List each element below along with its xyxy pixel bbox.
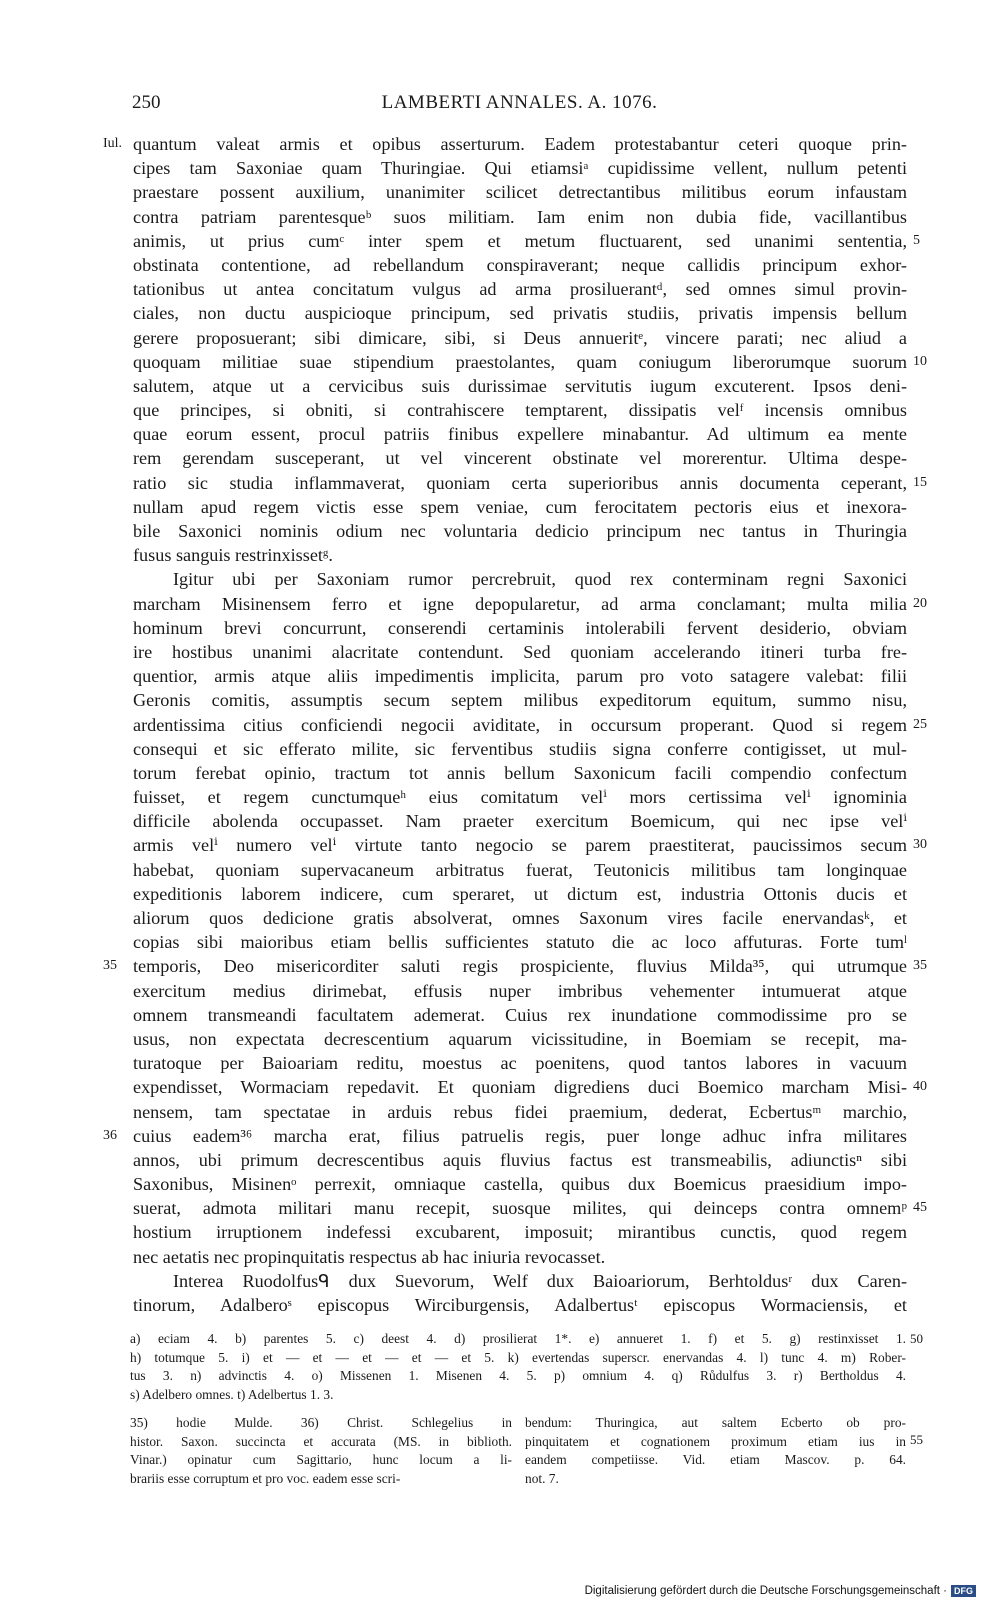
text-line — [133, 1003, 907, 1027]
text-line — [133, 543, 907, 567]
dfg-logo: DFG — [951, 1585, 976, 1597]
line-text: consequi et sic efferato milite, sic ferventibus studiis signa conferre contigisset, ut mul- — [133, 738, 907, 759]
line-text: s) Adelbero omnes. t) Adelbertus 1. 3. — [130, 1386, 334, 1402]
line-text: difficile abolenda occupasset. Nam praeter exercitum Boemicum, qui nec ipse velⁱ — [133, 811, 907, 832]
line-text: habebat, quoniam supervacaneum arbitratus fuerat, Teutonicis militibus tam longinquae — [133, 859, 907, 880]
line-text: quentior, armis atque aliis impedimentis implicita, parum pro voto satagere valebat: filii — [133, 666, 907, 687]
line-text: nec aetatis nec propinquitatis respectus ab hac iniuria revocasset. — [133, 1246, 606, 1267]
text-line — [133, 398, 907, 422]
text-line — [103, 1124, 907, 1148]
text-line — [133, 1100, 907, 1124]
line-text: temporis, Deo misericorditer saluti regis prospiciente, fluvius Milda³⁵, qui utrumque — [133, 956, 907, 977]
line-text: Saxonibus, Misinenᵒ perrexit, omniaque castella, quibus dux Boemicus praesidium impo- — [133, 1174, 907, 1195]
line-text: nullam apud regem victis esse spem veniae, cum ferocitatem pectoris eius et inexora- — [133, 496, 907, 517]
text-line — [133, 688, 907, 712]
line-text: fusus sanguis restrinxissetᵍ. — [133, 545, 333, 566]
line-text: usus, non expectata decrescentium aquarum vicissitudine, in Boemiam se recepit, ma- — [133, 1028, 907, 1049]
line-number: 50 — [910, 1331, 923, 1346]
line-number: 20 — [913, 595, 927, 611]
line-text: fuisset, et regem cunctumqueʰ eius comitatum velⁱ mors certissima velⁱ ignominia — [133, 787, 907, 808]
line-text: expeditionis laborem indicere, cum speraret, ut dictum est, industria Ottonis ducis et — [133, 883, 907, 904]
line-text: ratio sic studia inflammaverat, quoniam certa superioribus annis documenta ceperant, — [133, 472, 907, 493]
text-line — [133, 180, 907, 204]
line-text: cipes tam Saxoniae quam Thuringiae. Qui etiamsiᵃ cupidissime vellent, nullum petenti — [133, 158, 907, 179]
text-line — [130, 1349, 906, 1368]
line-text: quoquam militiae suae stipendium praestolantes, quam coniugum liberorumque suorum — [133, 351, 907, 372]
line-text: obstinata contentione, ad rebellandum conspiraverant; neque callidis principum exhor- — [133, 254, 907, 275]
text-line — [133, 930, 907, 954]
line-number: 40 — [913, 1079, 927, 1095]
text-line — [130, 1367, 906, 1386]
line-text: aliorum quos dedicione gratis absolverat, omnes Saxonum vires facile enervandasᵏ, et — [133, 908, 907, 928]
line-text: turatoque per Baioariam reditu, moestus ac poenitens, quod tantos labores in vacuum — [133, 1053, 907, 1074]
line-text: tationibus ut antea concitatum vulgus ad arma prosiluerantᵈ, sed omnes simul provin- — [133, 279, 907, 300]
text-line — [130, 1386, 906, 1405]
text-line — [133, 229, 920, 253]
line-number: 30 — [913, 837, 927, 853]
line-text: Geronis comitis, assumptis secum septem milibus expeditorum equitum, summo nisu, — [133, 690, 907, 711]
footnote-line: histor. Saxon. succincta et accurata (MS. in biblioth. — [130, 1433, 512, 1449]
text-line — [130, 1330, 923, 1349]
line-text: suerat, admota militari manu recepit, suosque milites, qui deinceps contra omnemᵖ — [133, 1198, 907, 1219]
line-text: ardentissima citius conficiendi negocii aviditate, in occursum properant. Quod si regem — [133, 714, 907, 735]
text-line — [133, 1148, 907, 1172]
footnote-line: pinquitatem et cognationem proximum etiam ius in — [525, 1433, 906, 1449]
line-number: 15 — [913, 474, 927, 490]
text-line — [133, 616, 907, 640]
text-line — [133, 1269, 907, 1293]
text-line — [133, 301, 907, 325]
line-number: 35 — [913, 958, 927, 974]
text-line — [133, 713, 927, 737]
footnote-line: eandem competiisse. Vid. etiam Mascov. p. 64. — [525, 1452, 906, 1468]
text-line — [133, 664, 907, 688]
line-text: ciales, non ductu auspicioque principum, sed privatis studiis, privatis impensis bellum — [133, 303, 907, 324]
footnote-line: not. 7. — [525, 1470, 559, 1486]
text-line — [103, 132, 907, 156]
line-text: praestare possent auxilium, unanimiter scilicet detrectantibus militibus eorum infaustam — [133, 182, 907, 203]
line-number: 55 — [910, 1432, 923, 1447]
line-text: torum ferebat opinio, tractum tot annis bellum Saxonicum facili compendio confectum — [133, 762, 907, 783]
margin-note-left: 35 — [103, 958, 117, 974]
line-text: a) eciam 4. b) parentes 5. c) deest 4. d) prosilierat 1*. e) annueret 1. f) et 5. g) restinxisset 1. — [130, 1331, 906, 1346]
page-header — [132, 92, 907, 122]
text-line — [133, 1220, 907, 1244]
line-text: cuius eadem³⁶ marcha erat, filius patruelis regis, puer longe adhuc infra militares — [133, 1125, 907, 1146]
text-line — [133, 882, 907, 906]
text-line — [133, 592, 927, 616]
line-text: que principes, si obniti, si contrahiscere temptarent, dissipatis velᶠ incensis omnibus — [133, 400, 907, 421]
text-line — [133, 277, 907, 301]
text-line — [133, 1196, 927, 1220]
line-text: h) totumque 5. i) et — et — et — et — et 5. k) evertendas superscr. enervandas 4. l) tunc 4. m) Rober- — [130, 1349, 906, 1365]
footnotes-right-column — [525, 1414, 906, 1488]
running-title: LAMBERTI ANNALES. A. 1076. — [381, 92, 658, 113]
line-text: Igitur ubi per Saxoniam rumor percrebruit, quod rex conterminam regni Saxonici — [173, 569, 907, 590]
line-text: armis velⁱ numero velⁱ virtute tanto negocio se parem praestiterat, paucissimos secum — [133, 835, 907, 856]
text-line — [133, 979, 907, 1003]
footnote-line: Vinar.) opinatur cum Sagittario, hunc locum a li- — [130, 1452, 512, 1468]
text-line — [133, 640, 907, 664]
line-text: hominum brevi concurrunt, conserendi certaminis intolerabili fervent desiderio, obviam — [133, 617, 907, 638]
variant-notes — [130, 1330, 923, 1404]
text-line — [133, 374, 907, 398]
line-text: animis, ut prius cumᶜ inter spem et metum fluctuarent, sed unanimi sententia, — [133, 230, 907, 251]
text-line — [103, 954, 927, 978]
text-line — [133, 1172, 907, 1196]
line-text: rem gerendam susceperant, ut vel vincerent obstinate vel morerentur. Ultima despe- — [133, 448, 907, 469]
line-text: exercitum medius dirimebat, effusis nuper imbribus vehementer intumuerat atque — [133, 980, 907, 1001]
text-line — [133, 833, 927, 857]
footnote-line: brariis esse corruptum et pro voc. eadem esse scri- — [130, 1470, 401, 1486]
text-line — [133, 446, 907, 470]
footnote-line: bendum: Thuringica, aut saltem Ecberto ob pro- — [525, 1415, 906, 1430]
text-line — [133, 326, 907, 350]
line-text: marcham Misinensem ferro et igne depopularetur, ad arma conclamant; multa milia — [133, 593, 907, 614]
text-line — [133, 156, 907, 180]
line-text: quae eorum essent, procul patriis finibus expellere minabantur. Ad ultimum ea mente — [133, 424, 907, 445]
text-line — [133, 761, 907, 785]
line-number: 25 — [913, 716, 927, 732]
line-text: hostium irruptionem indefessi excubarent, imposuit; mirantibus cunctis, quod regem — [133, 1222, 907, 1243]
text-line — [133, 737, 907, 761]
text-line — [133, 1027, 907, 1051]
line-text: annos, ubi primum decrescentibus aquis fluvius factus est transmeabilis, adiunctisⁿ sibi — [133, 1149, 907, 1170]
line-text: tus 3. n) advinctis 4. o) Missenen 1. Misenen 4. 5. p) omnium 4. q) Růdulfus 3. r) Bertholdus 4. — [130, 1368, 906, 1384]
footer-text: Digitalisierung gefördert durch die Deutsche Forschungsgemeinschaft · — [584, 1585, 947, 1598]
text-line — [133, 205, 907, 229]
line-text: quantum valeat armis et opibus asserturum. Eadem protestabantur ceteri quoque prin- — [133, 134, 907, 154]
line-text: expendisset, Wormaciam repedavit. Et quoniam digrediens duci Boemico marcham Misi- — [133, 1077, 907, 1098]
footnotes — [130, 1414, 923, 1494]
text-line — [133, 519, 907, 543]
line-text: ire hostibus unanimi alacritate contendunt. Sed quoniam accelerando itineri turba fre- — [133, 641, 907, 662]
text-line — [133, 1075, 927, 1099]
text-line — [133, 253, 907, 277]
text-line — [133, 785, 907, 809]
line-text: omnem transmeandi facultatem ademerat. Cuius rex inundatione commodissime pro se — [133, 1004, 907, 1025]
text-line — [133, 350, 927, 374]
main-text — [103, 132, 927, 1317]
line-text: nensem, tam spectatae in arduis rebus fidei praemium, dederat, Ecbertusᵐ marchio, — [133, 1101, 907, 1122]
margin-note-left: Iul. — [103, 136, 123, 151]
text-line — [133, 1293, 907, 1317]
text-line — [133, 495, 907, 519]
footnotes-left-column — [130, 1414, 512, 1488]
line-text: salutem, atque ut a cervicibus suis durissimae servitutis iugum excuterent. Ipsos deni- — [133, 375, 907, 396]
text-line — [133, 471, 927, 495]
line-text: contra patriam parentesqueᵇ suos militiam. Iam enim non dubia fide, vacillantibus — [133, 206, 907, 227]
page-number: 250 — [132, 92, 161, 113]
text-line — [133, 906, 907, 930]
footer-credit — [585, 1585, 976, 1597]
line-number: 5 — [913, 232, 920, 248]
text-line — [133, 1051, 907, 1075]
footnote-line: 35) hodie Mulde. 36) Christ. Schlegelius in — [130, 1415, 512, 1430]
text-line — [133, 809, 907, 833]
line-number: 45 — [913, 1200, 927, 1216]
text-line — [133, 1245, 907, 1269]
text-line — [133, 567, 907, 591]
line-text: gerere proposuerant; sibi dimicare, sibi, si Deus annueritᵉ, vincere parati; nec aliud a — [133, 327, 907, 348]
line-text: tinorum, Adalberoˢ episcopus Wirciburgensis, Adalbertusᵗ episcopus Wormaciensis, et — [133, 1295, 907, 1315]
line-number: 10 — [913, 353, 927, 369]
text-line — [133, 422, 907, 446]
text-line — [133, 858, 907, 882]
line-text: bile Saxonici nominis odium nec voluntaria dedicio principum nec tantus in Thuringia — [133, 521, 907, 541]
line-text: Interea Ruodolfusᑫ dux Suevorum, Welf dux Baioariorum, Berhtoldusʳ dux Caren- — [173, 1270, 907, 1291]
line-text: copias sibi maioribus etiam bellis sufficientes statuto die ac loco affuturas. Forte tumˡ — [133, 932, 907, 953]
margin-note-left: 36 — [103, 1127, 117, 1143]
